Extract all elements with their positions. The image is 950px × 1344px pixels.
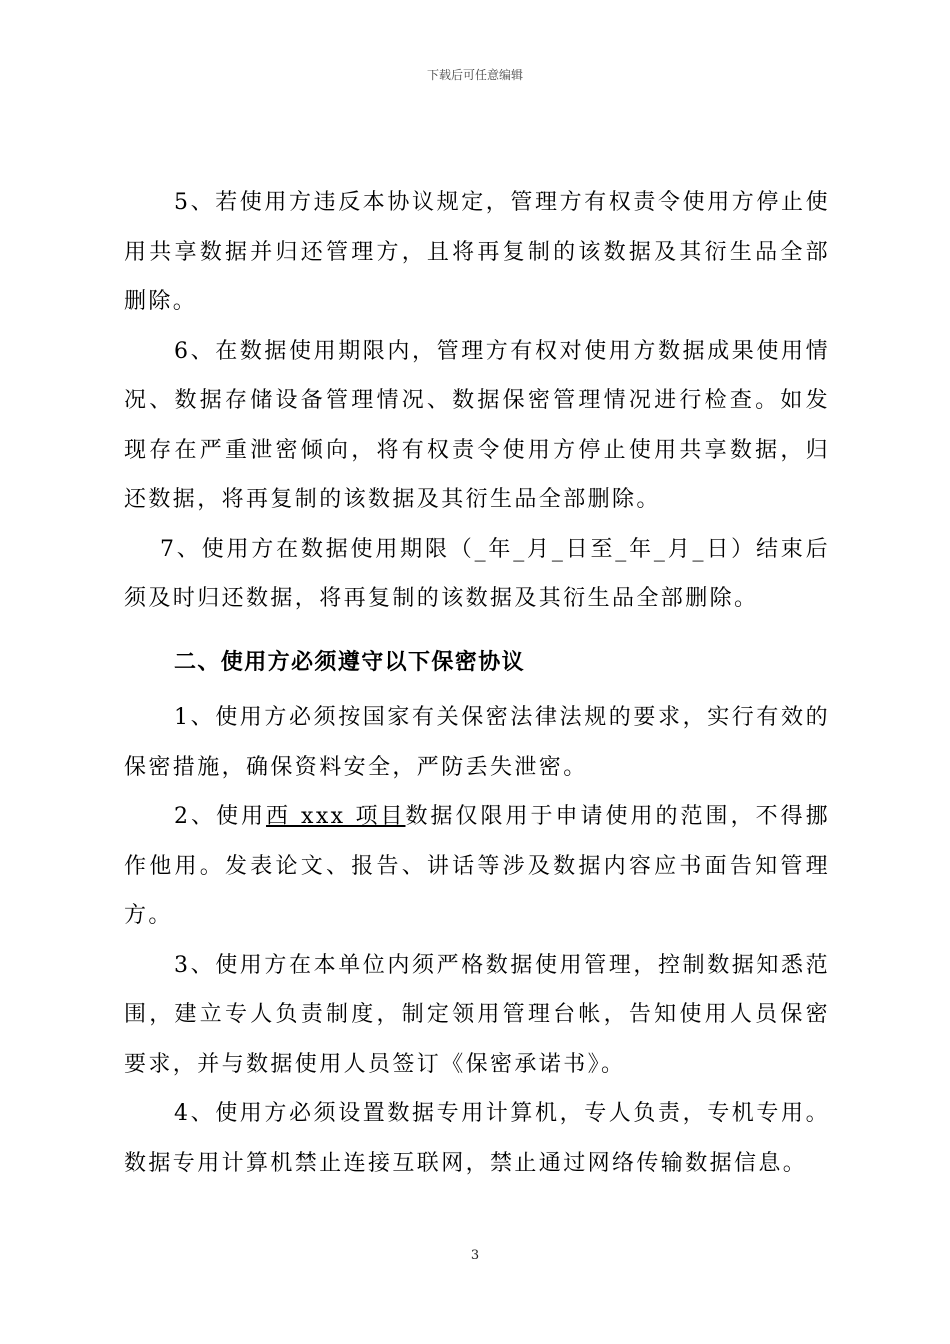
item-2-suffix: 数据仅限用于申请使用的范围，不得挪作他用。发表论文、报告、讲话等涉及数据内容应书面告知管理方。: [124, 804, 830, 928]
section-2-item-3: 3、使用方在本单位内须严格数据使用管理，控制数据知悉范围，建立专人负责制度，制定领用管理台帐，告知使用人员保密要求，并与数据使用人员签订《保密承诺书》。: [124, 952, 830, 1077]
section-2-item-2: [124, 792, 830, 941]
section-2-item-1: 1、使用方必须按国家有关保密法律法规的要求，实行有效的保密措施，确保资料安全，严防丢失泄密。: [124, 705, 830, 780]
item-2-prefix: 2、使用: [174, 804, 267, 829]
section-2-item-4: 4、使用方必须设置数据专用计算机，专人负责，专机专用。数据专用计算机禁止连接互联网，禁止通过网络传输数据信息。: [124, 1101, 830, 1176]
project-name: 西 xxx 项目: [266, 804, 406, 829]
clause-7: 7、使用方在数据使用期限（_年_月_日至_年_月_日）结束后须及时归还数据，将再复制的该数据及其衍生品全部删除。: [124, 536, 830, 611]
clause-5: 5、若使用方违反本协议规定，管理方有权责令使用方停止使用共享数据并归还管理方，且将再复制的该数据及其衍生品全部删除。: [124, 190, 830, 314]
page-number: 3: [470, 1248, 480, 1263]
page-header: 下载后可任意编辑: [426, 68, 523, 82]
clause-6: 6、在数据使用期限内，管理方有权对使用方数据成果使用情况、数据存储设备管理情况、数据保密管理情况进行检查。如发现存在严重泄密倾向，将有权责令使用方停止使用共享数据，归还数据，将再复制的该数据及其衍生品全部删除。: [124, 338, 830, 512]
document-body: [124, 178, 830, 1188]
section-2: [124, 638, 830, 1189]
section-2-heading: 二、使用方必须遵守以下保密协议: [174, 649, 526, 675]
